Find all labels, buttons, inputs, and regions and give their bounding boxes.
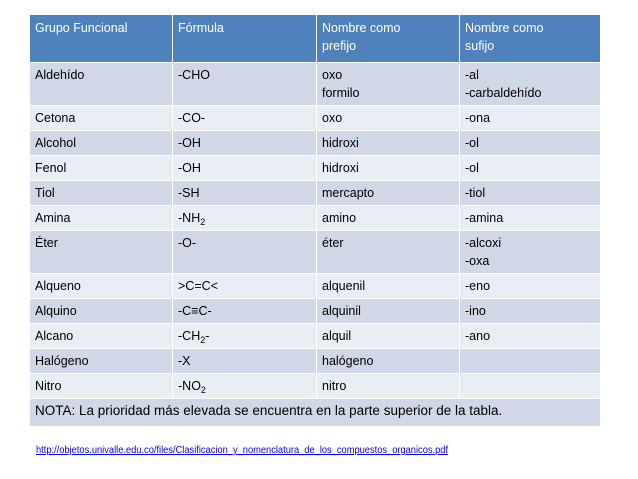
formula-text: -CH <box>178 329 201 343</box>
cell-group: Alcano <box>30 324 173 349</box>
cell-group: Aldehído <box>30 63 173 106</box>
formula-text: -CO- <box>178 111 206 125</box>
formula-text: >C=C< <box>178 279 218 293</box>
table-note: NOTA: La prioridad más elevada se encuentra en la parte superior de la tabla. <box>30 399 601 427</box>
table-row <box>30 156 601 181</box>
column-header <box>30 15 173 63</box>
table-row <box>30 324 601 349</box>
cell-prefix-text: éter <box>322 236 344 250</box>
cell-prefix <box>317 156 460 181</box>
cell-suffix <box>460 106 601 131</box>
formula-text: -NH <box>178 211 201 225</box>
formula-text: -NO <box>178 379 201 393</box>
cell-prefix-text: nitro <box>322 379 347 393</box>
cell-suffix <box>460 131 601 156</box>
cell-formula <box>173 131 317 156</box>
table-row <box>30 299 601 324</box>
cell-suffix-text: -ino <box>465 304 486 318</box>
cell-prefix-text: hidroxi <box>322 136 359 150</box>
cell-prefix-text: mercapto <box>322 186 375 200</box>
cell-suffix <box>460 349 601 374</box>
cell-group: Éter <box>30 231 173 274</box>
cell-prefix <box>317 274 460 299</box>
cell-group: Nitro <box>30 374 173 399</box>
cell-prefix <box>317 231 460 274</box>
cell-prefix-text: hidroxi <box>322 161 359 175</box>
cell-suffix-text: -tiol <box>465 186 486 200</box>
cell-formula <box>173 374 317 399</box>
formula-text: -OH <box>178 136 201 150</box>
cell-prefix-text: oxo <box>322 111 343 125</box>
formula-text: -CHO <box>178 68 210 82</box>
cell-formula <box>173 106 317 131</box>
cell-suffix <box>460 374 601 399</box>
table-row <box>30 349 601 374</box>
table-row <box>30 131 601 156</box>
formula-text: -OH <box>178 161 201 175</box>
column-header <box>173 15 317 63</box>
cell-group: Alcohol <box>30 131 173 156</box>
table-row <box>30 274 601 299</box>
cell-prefix-text: amino <box>322 211 357 225</box>
cell-suffix-text: -ol <box>465 161 479 175</box>
cell-formula <box>173 181 317 206</box>
cell-suffix <box>460 156 601 181</box>
cell-formula <box>173 63 317 106</box>
formula-suffix-text: - <box>205 329 210 343</box>
cell-formula <box>173 274 317 299</box>
cell-suffix-text: -ona <box>465 111 491 125</box>
table-row <box>30 231 601 274</box>
cell-prefix <box>317 63 460 106</box>
column-header-text: Grupo Funcional <box>35 21 128 35</box>
cell-suffix <box>460 231 601 274</box>
cell-prefix <box>317 349 460 374</box>
cell-group: Fenol <box>30 156 173 181</box>
column-header-text: Nombre como <box>465 21 544 35</box>
column-header-text: Nombre como <box>322 21 401 35</box>
column-header-text: prefijo <box>322 39 357 53</box>
column-header <box>317 15 460 63</box>
cell-suffix <box>460 299 601 324</box>
cell-prefix <box>317 181 460 206</box>
functional-groups-table <box>29 14 601 427</box>
formula-text: -O- <box>178 236 197 250</box>
cell-group: Alqueno <box>30 274 173 299</box>
formula-subscript: 2 <box>200 385 206 395</box>
cell-suffix-text: -oxa <box>465 254 490 268</box>
cell-prefix <box>317 106 460 131</box>
cell-suffix-text: -carbaldehído <box>465 86 542 100</box>
formula-text: -X <box>178 354 191 368</box>
cell-formula <box>173 231 317 274</box>
cell-formula <box>173 324 317 349</box>
cell-prefix-text: formilo <box>322 86 360 100</box>
formula-subscript: 2 <box>200 217 206 227</box>
cell-prefix <box>317 324 460 349</box>
cell-group: Cetona <box>30 106 173 131</box>
source-link[interactable]: http://objetos.univalle.edu.co/files/Clasificacion_y_nomenclatura_de_los_compuestos_organicos.pdf <box>36 445 449 456</box>
cell-suffix <box>460 206 601 231</box>
cell-prefix <box>317 131 460 156</box>
cell-suffix <box>460 63 601 106</box>
cell-prefix-text: alquil <box>322 329 352 343</box>
cell-suffix <box>460 181 601 206</box>
table-note-row <box>30 399 601 427</box>
cell-prefix <box>317 374 460 399</box>
column-header-text: sufijo <box>465 39 495 53</box>
cell-suffix-text: -eno <box>465 279 491 293</box>
formula-subscript: 2 <box>200 335 206 345</box>
cell-prefix <box>317 299 460 324</box>
table-header-row <box>30 15 601 63</box>
column-header <box>460 15 601 63</box>
cell-suffix <box>460 324 601 349</box>
cell-formula <box>173 299 317 324</box>
table-row <box>30 206 601 231</box>
cell-suffix <box>460 274 601 299</box>
cell-suffix-text: -ol <box>465 136 479 150</box>
cell-prefix-text: oxo <box>322 68 343 82</box>
cell-suffix-text: -al <box>465 68 479 82</box>
table-row <box>30 63 601 106</box>
cell-prefix-text: halógeno <box>322 354 374 368</box>
cell-suffix-text: -amina <box>465 211 504 225</box>
cell-suffix-text: -alcoxi <box>465 236 502 250</box>
table-row <box>30 181 601 206</box>
cell-formula <box>173 206 317 231</box>
column-header-text: Fórmula <box>178 21 224 35</box>
cell-suffix-text: -ano <box>465 329 491 343</box>
formula-text: -C≡C- <box>178 304 212 318</box>
table-row <box>30 106 601 131</box>
cell-group: Amina <box>30 206 173 231</box>
table-body <box>30 63 601 427</box>
cell-formula <box>173 156 317 181</box>
table-row <box>30 374 601 399</box>
formula-text: -SH <box>178 186 200 200</box>
cell-group: Alquino <box>30 299 173 324</box>
cell-group: Tiol <box>30 181 173 206</box>
cell-prefix-text: alquenil <box>322 279 366 293</box>
cell-prefix <box>317 206 460 231</box>
cell-formula <box>173 349 317 374</box>
cell-group: Halógeno <box>30 349 173 374</box>
cell-prefix-text: alquinil <box>322 304 361 318</box>
